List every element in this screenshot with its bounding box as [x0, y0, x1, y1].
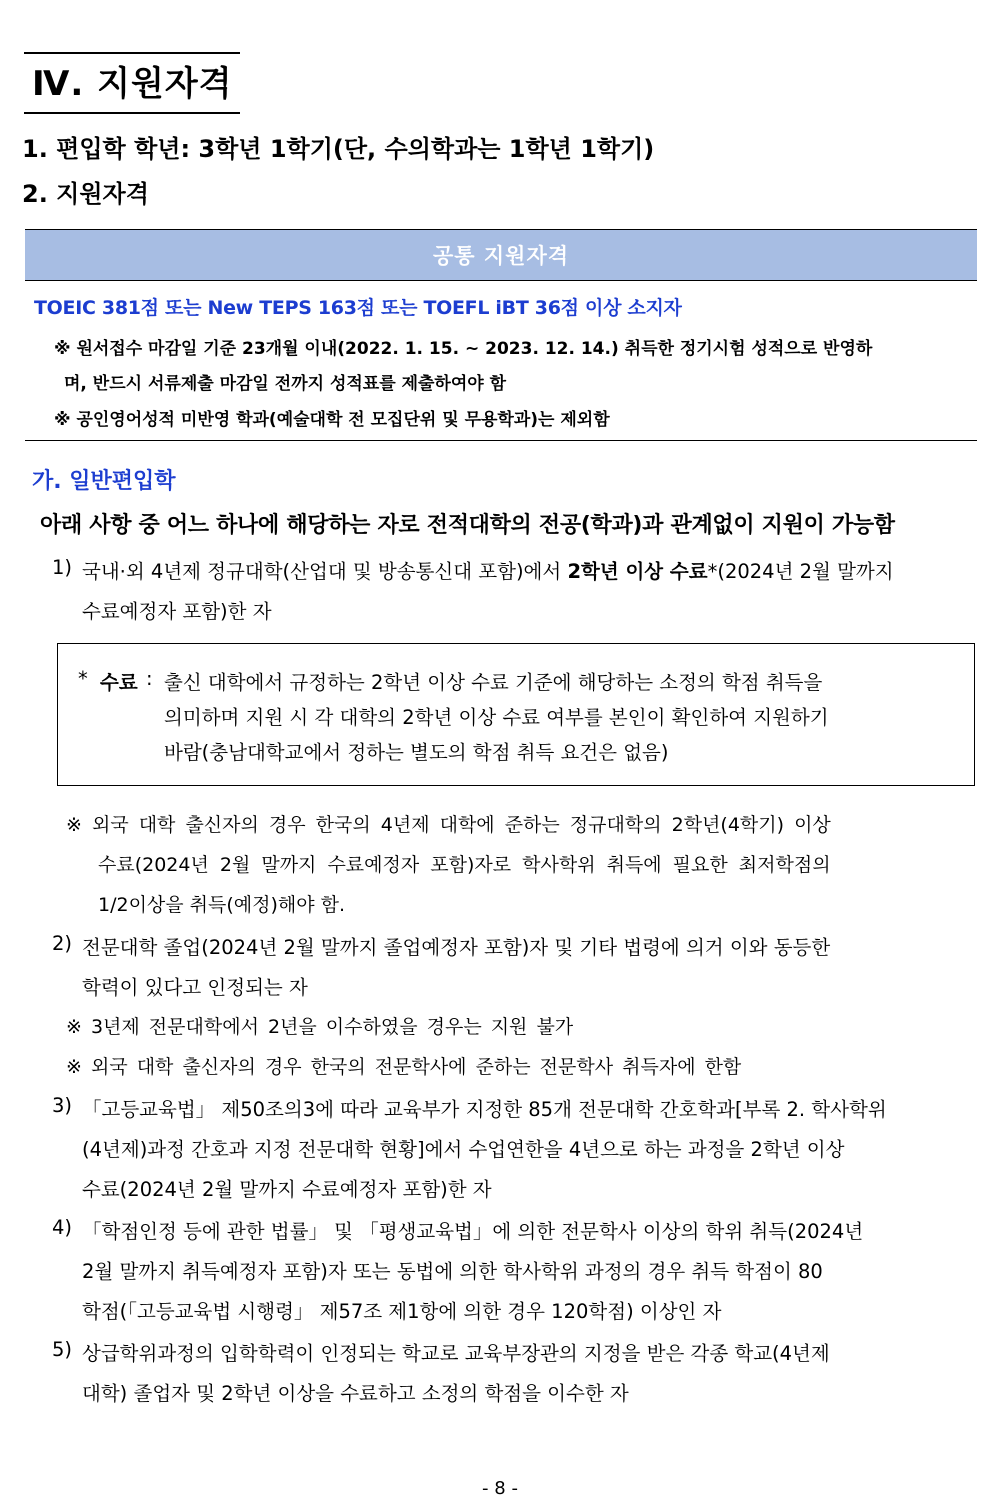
item4-line1: 「학점인정 등에 관한 법률」 및 「평생교육법」에 의한 전문학사 이상의 학위 취득(2024년: [82, 1220, 864, 1243]
foreign-note-line1: ※ 외국 대학 출신자의 경우 한국의 4년제 대학에 준하는 정규대학의 2학년(4학기) 이상: [66, 814, 831, 836]
foreign-note-line2: 수료(2024년 2월 말까지 수료예정자 포함)자로 학사학위 취득에 필요한 최저학점의: [98, 854, 831, 876]
item4-line3: 학점(「고등교육법 시행령」 제57조 제1항에 의한 경우 120학점) 이상인 자: [82, 1300, 722, 1323]
item2-line1: 전문대학 졸업(2024년 2월 말까지 졸업예정자 포함)자 및 기타 법령에 의거 이와 동등한: [82, 936, 831, 959]
definition-star: *: [78, 667, 88, 690]
item3-line3: 수료(2024년 2월 말까지 수료예정자 포함)한 자: [82, 1178, 492, 1201]
item5-number: 5): [52, 1338, 73, 1361]
item5-line1: 상급학위과정의 입학학력이 인정되는 학교로 교육부장관의 지정을 받은 각종 학교(4년제: [82, 1342, 830, 1365]
definition-line2: 의미하며 지원 시 각 대학의 2학년 이상 수료 여부를 본인이 확인하여 지원하기: [164, 706, 829, 729]
exemption-note: ※ 공인영어성적 미반영 학과(예술대학 전 모집단위 및 무용학과)는 제외함: [54, 410, 610, 430]
item1-line1-text: 국내·외 4년제 정규대학(산업대 및 방송통신대 포함)에서: [82, 560, 568, 583]
definition-colon: :: [146, 667, 153, 690]
general-transfer-lead: 아래 사항 중 어느 하나에 해당하는 자로 전적대학의 전공(학과)과 관계없이 지원이 가능함: [40, 513, 895, 538]
item2-number: 2): [52, 932, 73, 955]
foreign-note-line3: 1/2이상을 취득(예정)해야 함.: [98, 894, 346, 916]
common-box-bottom-rule: [25, 440, 977, 441]
item2-note1: ※ 3년제 전문대학에서 2년을 이수하였을 경우는 지원 불가: [66, 1016, 574, 1038]
score-validity-note-line1: ※ 원서접수 마감일 기준 23개월 이내(2022. 1. 15. ~ 2023. 12. 14.) 취득한 정기시험 성적으로 반영하: [54, 339, 873, 359]
item2-line2: 학력이 있다고 인정되는 자: [82, 976, 308, 999]
page-number: - 8 -: [482, 1478, 518, 1499]
item1-line1-bold: 2학년 이상 수료: [567, 560, 708, 583]
item4-line2: 2월 말까지 취득예정자 포함)자 또는 동법에 의한 학사학위 과정의 경우 취득 학점이 80: [82, 1260, 823, 1283]
chapter-number: Ⅳ.: [32, 64, 85, 104]
section-entry-grade: 1. 편입학 학년: 3학년 1학기(단, 수의학과는 1학년 1학기): [22, 135, 655, 163]
item1-number: 1): [52, 556, 73, 579]
item2-note2: ※ 외국 대학 출신자의 경우 한국의 전문학사에 준하는 전문학사 취득자에 한함: [66, 1056, 742, 1078]
definition-line1: 출신 대학에서 규정하는 2학년 이상 수료 기준에 해당하는 소정의 학점 취득을: [164, 671, 823, 694]
item4-number: 4): [52, 1216, 73, 1239]
item3-number: 3): [52, 1094, 73, 1117]
general-transfer-heading: 가. 일반편입학: [32, 469, 176, 494]
item3-line1: 「고등교육법」 제50조의3에 따라 교육부가 지정한 85개 전문대학 간호학과[부록 2. 학사학위: [82, 1098, 887, 1121]
chapter-title-text: 지원자격: [97, 64, 233, 104]
item3-line2: (4년제)과정 간호과 지정 전문대학 현황]에서 수업연한을 4년으로 하는 과정을 2학년 이상: [82, 1138, 845, 1161]
item5-line2: 대학) 졸업자 및 2학년 이상을 수료하고 소정의 학점을 이수한 자: [82, 1382, 629, 1405]
section-qualifications: 2. 지원자격: [22, 180, 149, 208]
score-validity-note-line2: 며, 반드시 서류제출 마감일 전까지 성적표를 제출하여야 함: [64, 374, 507, 394]
chapter-title: [32, 56, 233, 105]
definition-line3: 바람(충남대학교에서 정하는 별도의 학점 취득 요건은 없음): [164, 741, 669, 764]
item1-line1: [82, 556, 894, 584]
definition-term: 수료: [100, 671, 138, 694]
toeic-requirement: TOEIC 381점 또는 New TEPS 163점 또는 TOEFL iBT 36점 이상 소지자: [34, 297, 682, 319]
common-qualification-title: 공통 지원자격: [432, 244, 570, 268]
item1-line2: 수료예정자 포함)한 자: [82, 600, 272, 623]
item1-line1-tail: *(2024년 2월 말까지: [707, 560, 894, 583]
common-qualification-header: [25, 229, 977, 281]
